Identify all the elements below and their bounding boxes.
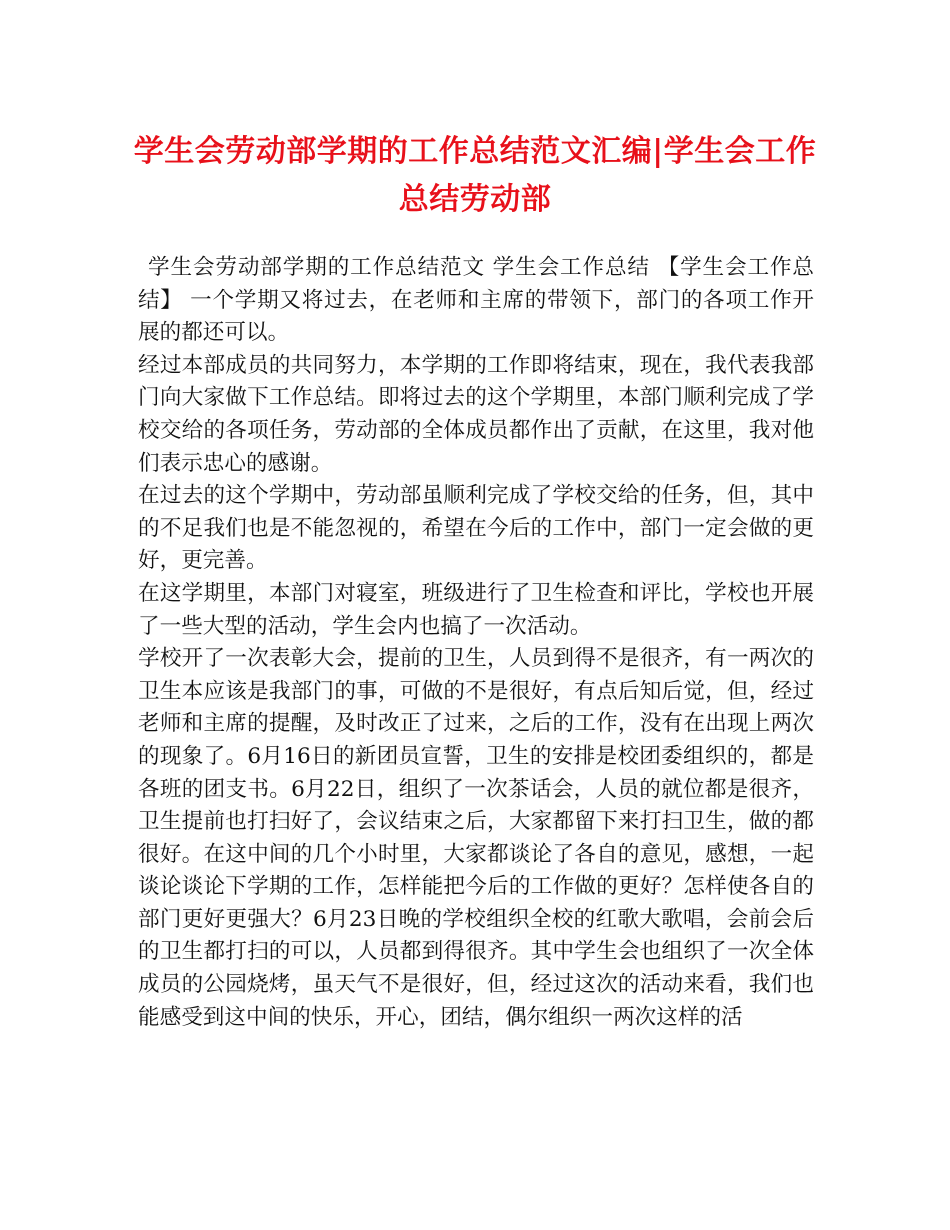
paragraph-summary: 经过本部成员的共同努力，本学期的工作即将结束，现在，我代表我部门向大家做下工作总结。即将过去的这个学期里，本部门顺利完成了学校交给的各项任务，劳动部的全体成员都作出了贡献，在这里，我对他们表示忠心的感谢。 xyxy=(138,352,814,476)
paragraph-activities: 学校开了一次表彰大会，提前的卫生，人员到得不是很齐，有一两次的卫生本应该是我部门的事，可做的不是很好，有点后知后觉，但，经过老师和主席的提醒，及时改正了过来，之后的工作，没有在出现上两次的现象了。6月16日的新团员宣誓，卫生的安排是校团委组织的，都是各班的团支书。6月22日，组织了一次茶话会，人员的就位都是很齐，卫生提前也打扫好了，会议结束之后，大家都留下来打扫卫生，做的都很好。在这中间的几个小时里，大家都谈论了各自的意见，感想，一起谈论谈论下学期的工作，怎样能把今后的工作做的更好？怎样使各自的部门更好更强大？6月23日晚的学校组织全校的红歌大歌唱，会前会后的卫生都打扫的可以，人员都到得很齐。其中学生会也组织了一次全体成员的公园烧烤，虽天气不是很好，但，经过这次的活动来看，我们也能感受到这中间的快乐，开心，团结，偶尔组织一两次这样的活 xyxy=(138,646,814,1030)
paragraph-shortcomings: 在过去的这个学期中，劳动部虽顺利完成了学校交给的任务，但，其中的不足我们也是不能忽视的，希望在今后的工作中，部门一定会做的更好，更完善。 xyxy=(138,483,814,574)
document-title: 学生会劳动部学期的工作总结范文汇编|学生会工作总结劳动部 xyxy=(133,134,817,217)
paragraph-inspections: 在这学期里，本部门对寝室，班级进行了卫生检查和评比，学校也开展了一些大型的活动，学生会内也搞了一次活动。 xyxy=(138,580,814,639)
paragraph-intro: 学生会劳动部学期的工作总结范文 学生会工作总结 【学生会工作总结】 一个学期又将过去，在老师和主席的带领下，部门的各项工作开展的都还可以。 xyxy=(138,255,814,346)
document-body xyxy=(138,252,814,1034)
